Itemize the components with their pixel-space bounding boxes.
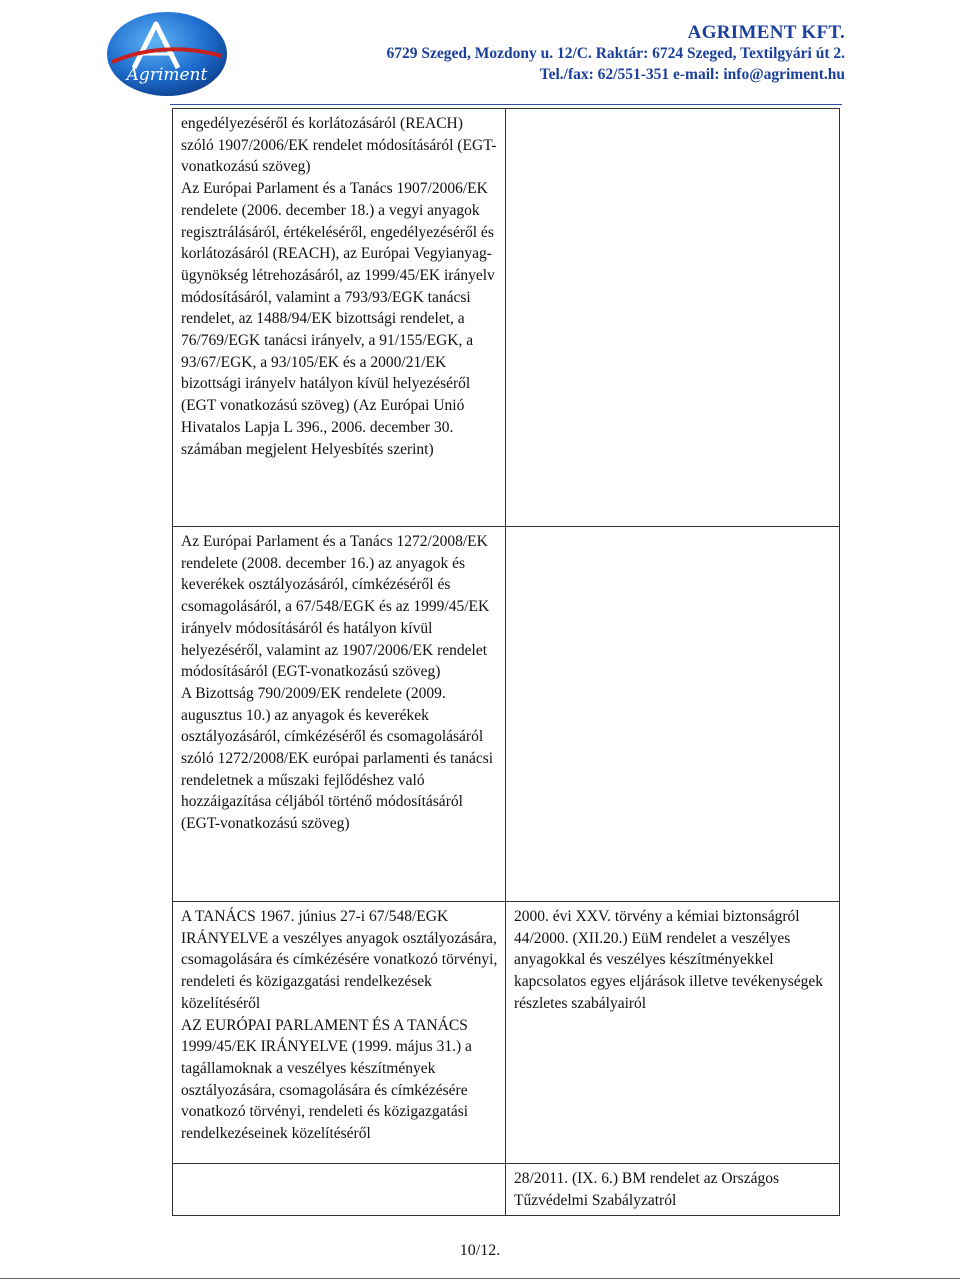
company-address: 6729 Szeged, Mozdony u. 12/C. Raktár: 6724 Szeged, Textilgyári út 2. (386, 45, 845, 62)
footer-divider (0, 1278, 960, 1279)
table-cell-left (173, 1164, 506, 1216)
table-cell-left (173, 109, 506, 527)
table-cell-right (506, 109, 840, 527)
page-number: 10/12. (459, 1242, 501, 1259)
table-cell-right (506, 527, 840, 902)
company-header (386, 22, 845, 85)
logo-wordmark: Agriment (126, 65, 208, 85)
header-divider (170, 104, 842, 105)
table-cell-left (173, 902, 506, 1164)
legislation-text: A TANÁCS 1967. június 27-i 67/548/EGK IRÁNYELVE a veszélyes anyagok osztályozására, csomagolására és címkézésére vonatkozó törvényi, rendeleti és közigazgatási rendelkezések közelítéséről (181, 908, 498, 1012)
legislation-text: Az Európai Parlament és a Tanács 1907/2006/EK rendelete (2006. december 18.) a vegyi anyagok regisztrálásáról, értékeléséről, engedélyezéséről és korlátozásáról (REACH), az Európai Vegyianyag-ügynökség létrehozásáról, az 1999/45/EK irányelv módosításáról, valamint a 793/93/EGK tanácsi rendelet, az 1488/94/EK bizottsági rendelet, a 76/769/EGK tanácsi irányelv, a 91/155/EGK, a 93/67/EGK, a 93/105/EK és a 2000/21/EK bizottsági irányelv hatályon kívül helyezéséről (EGT vonatkozású szöveg) (Az Európai Unió Hivatalos Lapja L 396., 2006. december 30. számában megjelent Helyesbítés szerint) (181, 180, 495, 458)
legislation-text: Az Európai Parlament és a Tanács 1272/2008/EK rendelete (2008. december 16.) az anyagok és keverékek osztályozásáról, címkézéséről és csomagolásáról, a 67/548/EGK és az 1999/45/EK irányelv módosításáról és hatályon kívül helyezéséről, valamint az 1907/2006/EK rendelet módosításáról (EGT-vonatkozású szöveg) (181, 533, 490, 681)
legislation-text: A Bizottság 790/2009/EK rendelete (2009. augusztus 10.) az anyagok és keverékek osztályozásáról, címkézéséről és csomagolásáról szóló 1272/2008/EK európai parlamenti és tanácsi rendeletnek a műszaki fejlődéshez való hozzáigazítása céljából történő módosításáról (EGT-vonatkozású szöveg) (181, 684, 494, 833)
company-name: AGRIMENT KFT. (687, 22, 845, 43)
table-cell-left (173, 527, 506, 902)
legislation-text: engedélyezéséről és korlátozásáról (REACH) szóló 1907/2006/EK rendelet módosításáról (EGT-vonatkozású szöveg) (181, 115, 497, 176)
table-row (173, 527, 840, 902)
legislation-table (172, 108, 840, 1216)
table-cell-right (506, 902, 840, 1164)
company-contact: Tel./fax: 62/551-351 e-mail: info@agriment.hu (539, 66, 845, 83)
table-cell-right (506, 1164, 840, 1216)
table-row (173, 902, 840, 1164)
legislation-text: 2000. évi XXV. törvény a kémiai biztonságról (514, 908, 800, 925)
legislation-text: 28/2011. (IX. 6.) BM rendelet az Országos Tűzvédelmi Szabályzatról (514, 1170, 780, 1209)
legislation-text: 44/2000. (XII.20.) EüM rendelet a veszélyes anyagokkal és veszélyes készítményekkel kapcsolatos egyes eljárások illetve tevékenységek részletes szabályairól (514, 929, 824, 1012)
company-logo (104, 10, 230, 98)
legislation-text: AZ EURÓPAI PARLAMENT ÉS A TANÁCS 1999/45/EK IRÁNYELVE (1999. május 31.) a tagállamoknak a veszélyes készítmények osztályozására, csomagolására és címkézésére vonatkozó törvényi, rendeleti és közigazgatási rendelkezéseinek közelítéséről (181, 1016, 472, 1143)
table-row (173, 1164, 840, 1216)
table-row (173, 109, 840, 527)
